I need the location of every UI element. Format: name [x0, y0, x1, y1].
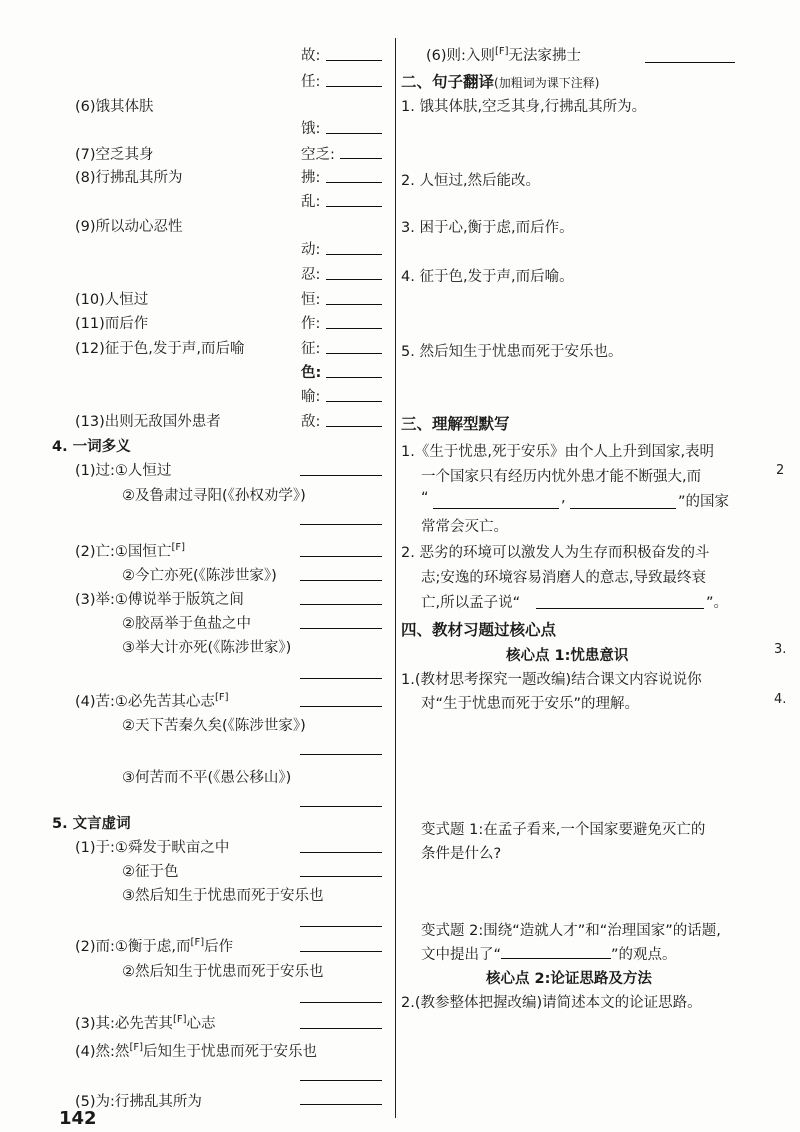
answer-blank[interactable]	[326, 426, 382, 427]
core1-q-line2: 对“生于忧患而死于安乐”的理解。	[421, 696, 640, 712]
answer-blank[interactable]	[326, 254, 382, 255]
label-e: 饿:	[301, 121, 321, 137]
yu-1: (1)于:①舜发于畎亩之中	[75, 840, 230, 856]
label-fu: 拂:	[301, 170, 321, 186]
answer-blank[interactable]	[300, 524, 382, 525]
answer-blank[interactable]	[300, 556, 382, 557]
core2-question: 2.(教参整体把握改编)请简述本文的论证思路。	[401, 995, 702, 1011]
er-1: (2)而:①衡于虑,而[F]后作	[75, 937, 234, 955]
answer-blank[interactable]	[300, 1104, 382, 1105]
sentence-1: 1. 饿其体肤,空乏其身,行拂乱其所为。	[401, 99, 647, 115]
section-4-right-title: 四、教材习题过核心点	[401, 621, 557, 639]
answer-blank[interactable]	[300, 475, 382, 476]
label-heng: 恒:	[301, 292, 321, 308]
core-point-2-title: 核心点 2:论证思路及方法	[486, 971, 652, 987]
core1-q-line1: 1.(教材思考探究一题改编)结合课文内容说说你	[401, 672, 702, 688]
answer-blank[interactable]	[326, 60, 382, 61]
answer-blank[interactable]	[326, 377, 382, 378]
yu-2: ②征于色	[122, 864, 179, 880]
answer-blank[interactable]	[326, 279, 382, 280]
margin-mark: 4.	[774, 692, 787, 707]
answer-blank[interactable]	[300, 876, 382, 877]
variant-1: 变式题 1:在孟子看来,一个国家要避免灭亡的	[421, 818, 705, 839]
answer-blank[interactable]	[300, 1028, 382, 1029]
page-number: 142	[59, 1108, 97, 1129]
answer-blank[interactable]	[570, 508, 676, 509]
answer-blank[interactable]	[326, 133, 382, 134]
answer-blank[interactable]	[340, 158, 382, 159]
q1-line1: 1.《生于忧患,死于安乐》由个人上升到国家,表明	[401, 444, 715, 460]
label-se: 色:	[301, 365, 322, 381]
answer-blank[interactable]	[300, 806, 382, 807]
answer-blank[interactable]	[300, 1080, 382, 1081]
core-point-1-title: 核心点 1:忧患意识	[506, 648, 629, 664]
answer-blank[interactable]	[326, 206, 382, 207]
answer-blank[interactable]	[326, 328, 382, 329]
answer-blank[interactable]	[300, 754, 382, 755]
column-divider	[395, 38, 396, 1118]
q2-line1: 2. 恶劣的环境可以激发人为生存而积极奋发的斗	[401, 545, 710, 561]
item-10: (10)人恒过	[75, 292, 149, 308]
section-5-title: 5. 文言虚词	[52, 816, 131, 832]
section-2-header: 二、句子翻译(加粗词为课下注释)	[401, 73, 600, 91]
item-6: (6)饿其体肤	[75, 99, 154, 115]
ju-3: ③举大计亦死(《陈涉世家》)	[122, 640, 292, 656]
label-ren2: 忍:	[301, 267, 321, 283]
ran: (4)然:然[F]后知生于忧患而死于安乐也	[75, 1042, 317, 1060]
answer-blank[interactable]	[433, 508, 559, 509]
answer-blank[interactable]	[300, 580, 382, 581]
label-gu: 故:	[301, 48, 321, 64]
answer-blank[interactable]	[326, 182, 382, 183]
label-yu: 喻:	[301, 389, 321, 405]
yu-3: ③然后知生于忧患而死于安乐也	[122, 888, 324, 904]
qi: (3)其:必先苦其[F]心志	[75, 1014, 216, 1032]
label-ren: 任:	[301, 74, 321, 90]
label-zuo: 作:	[301, 316, 321, 332]
guo-2: ②及鲁肃过寻阳(《孙权劝学》)	[122, 488, 306, 504]
ju-2: ②胶鬲举于鱼盐之中	[122, 616, 251, 632]
q2-line3: 亡,所以孟子说“	[421, 595, 521, 611]
wang-1: (2)亡:①国恒亡[F]	[75, 542, 185, 560]
variant-1-line2: 条件是什么?	[421, 846, 502, 862]
answer-blank[interactable]	[300, 926, 382, 927]
answer-blank[interactable]	[300, 706, 382, 707]
ku-2: ②天下苦秦久矣(《陈涉世家》)	[122, 718, 306, 734]
item-13: (13)出则无敌国外患者	[75, 414, 221, 430]
sentence-4: 4. 征于色,发于声,而后喻。	[401, 269, 574, 285]
answer-blank[interactable]	[300, 628, 382, 629]
sentence-2: 2. 人恒过,然后能改。	[401, 173, 541, 189]
sentence-5: 5. 然后知生于忧患而死于安乐也。	[401, 344, 623, 360]
ju-1: (3)举:①傅说举于版筑之间	[75, 592, 244, 608]
q2-line2: 志;安逸的环境容易消磨人的意志,导致最终衰	[421, 570, 706, 586]
ku-1: (4)苦:①必先苦其心志[F]	[75, 692, 229, 710]
item-8: (8)行拂乱其所为	[75, 170, 183, 186]
q1-line2: 一个国家只有经历内忧外患才能不断强大,而	[421, 469, 702, 485]
answer-blank[interactable]	[645, 62, 735, 63]
answer-blank[interactable]	[326, 304, 382, 305]
wei: (5)为:行拂乱其所为	[75, 1094, 202, 1110]
answer-blank[interactable]	[300, 1002, 382, 1003]
q1-open-quote: “	[421, 490, 429, 506]
ku-3: ③何苦而不平(《愚公移山》)	[122, 770, 292, 786]
sentence-3: 3. 困于心,衡于虑,而后作。	[401, 220, 574, 236]
answer-blank[interactable]	[300, 604, 382, 605]
variant-2-line1: 变式题 2:围绕“造就人才”和“治理国家”的话题,	[421, 923, 721, 939]
wang-2: ②今亡亦死(《陈涉世家》)	[122, 568, 277, 584]
label-di: 敌:	[301, 414, 321, 430]
answer-blank[interactable]	[300, 852, 382, 853]
item-7: (7)空乏其身	[75, 147, 154, 163]
answer-blank[interactable]	[536, 608, 704, 609]
q1-comma: ,	[561, 490, 566, 506]
section-3-title: 三、理解型默写	[401, 415, 510, 433]
margin-mark: 2	[776, 463, 785, 478]
answer-blank[interactable]	[326, 401, 382, 402]
item-12: (12)征于色,发于声,而后喻	[75, 341, 245, 357]
item-6-right: (6)则:入则[F]无法家拂士	[426, 46, 581, 64]
answer-blank[interactable]	[300, 678, 382, 679]
label-dong: 动:	[301, 242, 321, 258]
q2-end: ”。	[706, 595, 729, 611]
label-kongfa: 空乏:	[301, 147, 335, 163]
item-11: (11)而后作	[75, 316, 149, 332]
label-zheng: 征:	[301, 341, 321, 357]
margin-mark: 3.	[774, 642, 787, 657]
section-4-title: 4. 一词多义	[52, 439, 131, 455]
variant-2-line2: 文中提出了“ ”的观点。	[421, 947, 677, 963]
q1-line4: 常常会灭亡。	[421, 519, 508, 535]
er-2: ②然后知生于忧患而死于安乐也	[122, 964, 324, 980]
item-9: (9)所以动心忍性	[75, 219, 183, 235]
label-luan: 乱:	[301, 194, 321, 210]
guo-1: (1)过:①人恒过	[75, 463, 172, 479]
answer-blank[interactable]	[300, 951, 382, 952]
q1-end: ”的国家	[678, 494, 730, 510]
answer-blank[interactable]	[326, 86, 382, 87]
answer-blank[interactable]	[326, 353, 382, 354]
